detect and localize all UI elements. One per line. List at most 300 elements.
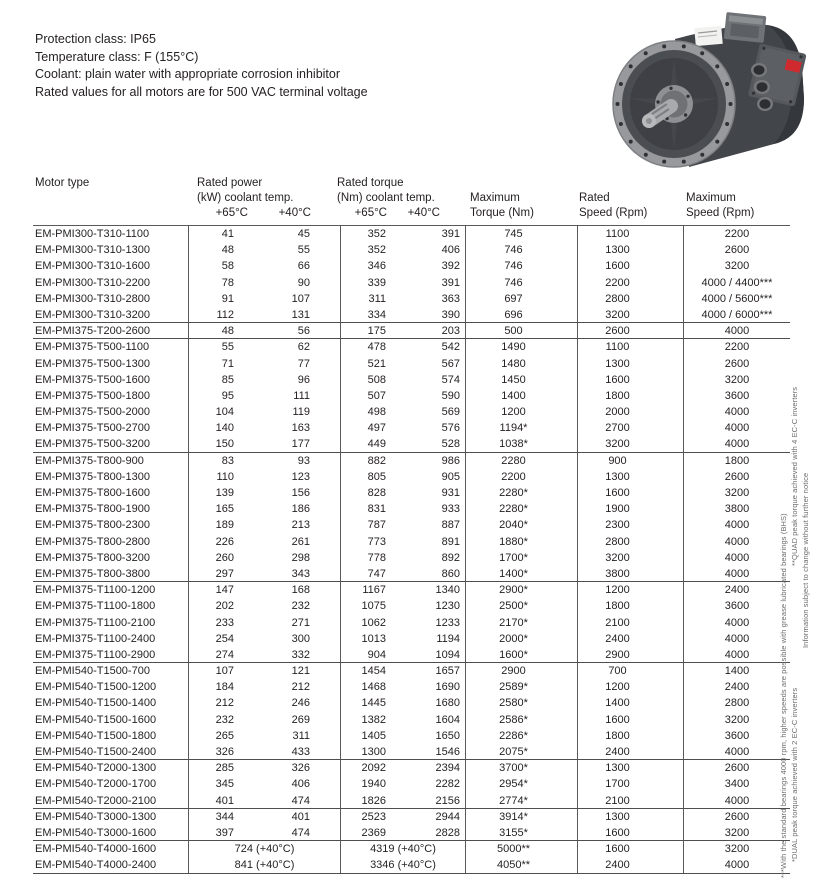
power-40c-cell: 119 bbox=[292, 406, 310, 419]
max-torque-cell: 1400 bbox=[465, 388, 577, 404]
torque-40c-cell: 2282 bbox=[435, 778, 460, 791]
motor-type-cell: EM-PMI375-T500-3200 bbox=[35, 438, 150, 451]
max-speed-cell: 3600 bbox=[683, 388, 790, 404]
max-speed-cell: 4000 / 6000*** bbox=[683, 307, 790, 322]
torque-65c-cell: 778 bbox=[340, 550, 400, 566]
rated-speed-cell: 900 bbox=[577, 453, 683, 469]
max-speed-cell: 4000 bbox=[683, 566, 790, 581]
table-row bbox=[33, 825, 790, 841]
motor-type-cell: EM-PMI540-T1500-1200 bbox=[35, 681, 157, 694]
max-speed-cell: 3200 bbox=[683, 712, 790, 728]
header-rated-speed-line2: Speed (Rpm) bbox=[579, 207, 648, 219]
torque-40c-cell: 542 bbox=[441, 341, 460, 354]
power-40c-cell: 311 bbox=[292, 729, 310, 742]
max-torque-cell: 2280 bbox=[465, 453, 577, 469]
max-speed-cell: 2600 bbox=[683, 760, 790, 776]
header-max-speed bbox=[686, 191, 754, 221]
rated-speed-cell: 2200 bbox=[577, 275, 683, 291]
rated-speed-cell: 1600 bbox=[577, 485, 683, 501]
torque-40c-cell: 2944 bbox=[435, 810, 460, 823]
rated-speed-cell: 2100 bbox=[577, 793, 683, 808]
motor-type-cell: EM-PMI375-T500-1800 bbox=[35, 389, 150, 402]
table-row bbox=[33, 760, 790, 776]
max-torque-cell: 2040* bbox=[465, 517, 577, 533]
max-torque-cell: 2900 bbox=[465, 663, 577, 679]
torque-40c-cell: 590 bbox=[441, 389, 460, 402]
rated-speed-cell: 1300 bbox=[577, 469, 683, 485]
max-speed-cell: 3200 bbox=[683, 841, 790, 857]
table-row bbox=[33, 242, 790, 258]
power-65c-cell: 91 bbox=[188, 291, 256, 307]
table-row bbox=[33, 436, 790, 452]
header-rated-speed-line1: Rated bbox=[579, 192, 610, 204]
rated-speed-cell: 2300 bbox=[577, 517, 683, 533]
power-40c-cell: 77 bbox=[297, 357, 310, 370]
torque-40c-cell: 391 bbox=[441, 228, 460, 240]
power-40c-cell: 298 bbox=[291, 551, 310, 564]
motor-type-cell: EM-PMI375-T800-1300 bbox=[35, 470, 150, 483]
torque-40c-cell: 569 bbox=[441, 406, 460, 419]
max-speed-cell: 2200 bbox=[683, 339, 790, 355]
header-power-temp65: +65°C bbox=[215, 207, 248, 219]
torque-65c-cell: 508 bbox=[340, 372, 400, 388]
rated-speed-cell: 1900 bbox=[577, 501, 683, 517]
power-65c-cell: 212 bbox=[188, 695, 256, 711]
table-row bbox=[33, 793, 790, 809]
rated-speed-cell: 2100 bbox=[577, 615, 683, 631]
max-torque-cell: 2580* bbox=[465, 695, 577, 711]
max-torque-cell: 1400* bbox=[465, 566, 577, 581]
motor-type-cell: EM-PMI375-T1100-2400 bbox=[35, 632, 156, 645]
motor-type-cell: EM-PMI375-T800-3200 bbox=[35, 551, 150, 564]
table-row bbox=[33, 776, 790, 792]
max-speed-cell: 4000 bbox=[683, 550, 790, 566]
table-row bbox=[33, 857, 790, 873]
motor-type-cell: EM-PMI375-T200-2600 bbox=[35, 325, 150, 338]
power-40c-cell: 343 bbox=[291, 567, 310, 580]
rated-speed-cell: 700 bbox=[577, 663, 683, 679]
max-torque-cell: 4050** bbox=[465, 857, 577, 872]
power-40c-cell: 163 bbox=[291, 422, 310, 435]
max-speed-cell: 4000 bbox=[683, 323, 790, 338]
torque-65c-cell: 828 bbox=[340, 485, 400, 501]
rated-speed-cell: 1600 bbox=[577, 825, 683, 840]
torque-65c-cell: 805 bbox=[340, 469, 400, 485]
table-row bbox=[33, 469, 790, 485]
power-65c-cell: 139 bbox=[188, 485, 256, 501]
max-torque-cell: 2000* bbox=[465, 631, 577, 647]
power-40c-cell: 55 bbox=[297, 244, 310, 257]
power-40c-cell: 168 bbox=[291, 584, 310, 597]
motor-type-cell: EM-PMI540-T3000-1300 bbox=[35, 810, 157, 823]
rated-speed-cell: 2900 bbox=[577, 647, 683, 662]
table-row bbox=[33, 323, 790, 339]
motor-type-cell: EM-PMI540-T4000-1600 bbox=[35, 843, 157, 856]
power-65c-cell: 189 bbox=[188, 517, 256, 533]
torque-40c-cell: 2394 bbox=[435, 762, 460, 775]
power-65c-cell: 58 bbox=[188, 258, 256, 274]
power-40c-cell: 271 bbox=[291, 616, 310, 629]
torque-40c-cell: 887 bbox=[441, 519, 460, 532]
torque-40c-cell: 1094 bbox=[435, 648, 460, 661]
torque-65c-cell: 1405 bbox=[340, 728, 400, 744]
max-speed-cell: 3200 bbox=[683, 258, 790, 274]
max-torque-cell: 1600* bbox=[465, 647, 577, 662]
max-torque-cell: 3914* bbox=[465, 809, 577, 825]
table-row bbox=[33, 631, 790, 647]
torque-65c-cell: 1454 bbox=[340, 663, 400, 679]
motor-type-cell: EM-PMI375-T1100-2900 bbox=[35, 648, 156, 661]
power-65c-cell: 265 bbox=[188, 728, 256, 744]
max-speed-cell: 4000 bbox=[683, 517, 790, 533]
max-torque-cell: 697 bbox=[465, 291, 577, 307]
torque-40c-cell: 392 bbox=[441, 260, 460, 273]
rated-speed-cell: 3800 bbox=[577, 566, 683, 581]
power-65c-cell: 232 bbox=[188, 712, 256, 728]
rated-speed-cell: 1800 bbox=[577, 598, 683, 614]
table-row bbox=[33, 501, 790, 517]
table-row bbox=[33, 258, 790, 274]
motor-type-cell: EM-PMI540-T1500-2400 bbox=[35, 746, 157, 758]
max-speed-cell: 3200 bbox=[683, 485, 790, 501]
torque-65c-cell: 1468 bbox=[340, 679, 400, 695]
motor-type-cell: EM-PMI300-T310-1300 bbox=[35, 244, 150, 257]
table-row bbox=[33, 647, 790, 663]
motor-product-photo bbox=[597, 6, 815, 174]
motor-type-cell: EM-PMI540-T4000-2400 bbox=[35, 859, 157, 872]
table-row bbox=[33, 744, 790, 760]
torque-65c-cell: 2523 bbox=[340, 809, 400, 825]
torque-65c-cell: 497 bbox=[340, 420, 400, 436]
rated-speed-cell: 1600 bbox=[577, 372, 683, 388]
power-65c-cell: 254 bbox=[188, 631, 256, 647]
table-row bbox=[33, 598, 790, 614]
max-speed-cell: 4000 bbox=[683, 793, 790, 808]
rated-speed-cell: 1100 bbox=[577, 226, 683, 242]
table-row bbox=[33, 534, 790, 550]
power-40c-cell: 232 bbox=[291, 600, 310, 613]
power-65c-cell: 326 bbox=[188, 744, 256, 759]
max-speed-cell: 3600 bbox=[683, 598, 790, 614]
header-max-torque-line2: Torque (Nm) bbox=[470, 207, 534, 219]
table-row bbox=[33, 615, 790, 631]
max-speed-cell: 4000 bbox=[683, 857, 790, 872]
table-row bbox=[33, 420, 790, 436]
power-40c-cell: 56 bbox=[297, 325, 310, 338]
max-torque-cell: 1480 bbox=[465, 356, 577, 372]
max-speed-cell: 3600 bbox=[683, 728, 790, 744]
power-65c-cell: 274 bbox=[188, 647, 256, 662]
max-torque-cell: 500 bbox=[465, 323, 577, 338]
power-40c-cell: 121 bbox=[291, 665, 310, 678]
rated-power-merged-cell: 724 (+40°C) bbox=[188, 841, 340, 857]
max-torque-cell: 2954* bbox=[465, 776, 577, 792]
torque-40c-cell: 1650 bbox=[435, 729, 460, 742]
torque-40c-cell: 203 bbox=[441, 325, 460, 338]
power-65c-cell: 147 bbox=[188, 582, 256, 598]
power-65c-cell: 104 bbox=[188, 404, 256, 420]
header-torque-coolant: (Nm) coolant temp. bbox=[337, 192, 435, 204]
max-speed-cell: 4000 / 4400*** bbox=[683, 275, 790, 291]
motor-illustration bbox=[597, 6, 815, 174]
header-torque-temp65: +65°C bbox=[354, 207, 387, 219]
table-row bbox=[33, 307, 790, 323]
max-torque-cell: 2170* bbox=[465, 615, 577, 631]
motor-type-cell: EM-PMI375-T800-1900 bbox=[35, 503, 150, 516]
max-torque-cell: 746 bbox=[465, 275, 577, 291]
torque-65c-cell: 1382 bbox=[340, 712, 400, 728]
power-40c-cell: 96 bbox=[297, 373, 310, 386]
table-row bbox=[33, 485, 790, 501]
power-40c-cell: 66 bbox=[297, 260, 310, 273]
power-40c-cell: 90 bbox=[297, 276, 310, 289]
motor-spec-table bbox=[33, 225, 790, 874]
max-torque-cell: 746 bbox=[465, 258, 577, 274]
motor-type-cell: EM-PMI375-T500-1100 bbox=[35, 341, 150, 354]
torque-40c-cell: 2156 bbox=[435, 794, 460, 807]
torque-40c-cell: 574 bbox=[441, 373, 460, 386]
torque-65c-cell: 1445 bbox=[340, 695, 400, 711]
power-40c-cell: 213 bbox=[291, 519, 310, 532]
torque-40c-cell: 567 bbox=[441, 357, 460, 370]
torque-65c-cell: 1167 bbox=[340, 582, 400, 598]
max-speed-cell: 2200 bbox=[683, 226, 790, 242]
max-speed-cell: 4000 bbox=[683, 404, 790, 420]
torque-65c-cell: 2369 bbox=[340, 825, 400, 840]
power-40c-cell: 177 bbox=[291, 438, 310, 451]
rated-speed-cell: 1300 bbox=[577, 760, 683, 776]
motor-type-cell: EM-PMI375-T1100-1200 bbox=[35, 584, 156, 597]
power-65c-cell: 83 bbox=[188, 453, 256, 469]
table-row bbox=[33, 453, 790, 469]
motor-type-cell: EM-PMI300-T310-1100 bbox=[35, 228, 150, 240]
motor-type-cell: EM-PMI540-T1500-700 bbox=[35, 665, 150, 678]
torque-40c-cell: 391 bbox=[441, 276, 460, 289]
protection-class-line: Protection class: IP65 bbox=[35, 32, 156, 46]
torque-40c-cell: 1546 bbox=[435, 746, 460, 758]
max-torque-cell: 2589* bbox=[465, 679, 577, 695]
power-65c-cell: 48 bbox=[188, 242, 256, 258]
footnote-dual-peak-torque: *DUAL peak torque achieved with 2 EC-C inverters bbox=[790, 687, 799, 862]
rated-torque-merged-cell: 3346 (+40°C) bbox=[340, 857, 465, 872]
torque-65c-cell: 904 bbox=[340, 647, 400, 662]
table-row bbox=[33, 226, 790, 242]
torque-65c-cell: 507 bbox=[340, 388, 400, 404]
torque-65c-cell: 334 bbox=[340, 307, 400, 322]
torque-65c-cell: 498 bbox=[340, 404, 400, 420]
power-65c-cell: 285 bbox=[188, 760, 256, 776]
power-40c-cell: 212 bbox=[291, 681, 310, 694]
motor-type-cell: EM-PMI375-T800-2800 bbox=[35, 535, 150, 548]
torque-40c-cell: 891 bbox=[441, 535, 460, 548]
power-65c-cell: 112 bbox=[188, 307, 256, 322]
max-torque-cell: 2075* bbox=[465, 744, 577, 759]
max-torque-cell: 2280* bbox=[465, 501, 577, 517]
power-40c-cell: 300 bbox=[291, 632, 310, 645]
rated-speed-cell: 2600 bbox=[577, 323, 683, 338]
power-40c-cell: 186 bbox=[291, 503, 310, 516]
torque-40c-cell: 1340 bbox=[435, 584, 460, 597]
torque-40c-cell: 931 bbox=[441, 487, 460, 499]
max-speed-cell: 2600 bbox=[683, 469, 790, 485]
table-row bbox=[33, 728, 790, 744]
motor-type-cell: EM-PMI375-T800-2300 bbox=[35, 519, 150, 532]
max-speed-cell: 4000 bbox=[683, 647, 790, 662]
rated-speed-cell: 3200 bbox=[577, 550, 683, 566]
power-65c-cell: 71 bbox=[188, 356, 256, 372]
torque-40c-cell: 905 bbox=[441, 470, 460, 483]
power-65c-cell: 345 bbox=[188, 776, 256, 792]
rated-speed-cell: 1200 bbox=[577, 679, 683, 695]
power-65c-cell: 202 bbox=[188, 598, 256, 614]
motor-type-cell: EM-PMI375-T800-1600 bbox=[35, 487, 150, 499]
torque-65c-cell: 521 bbox=[340, 356, 400, 372]
max-speed-cell: 4000 bbox=[683, 436, 790, 451]
power-40c-cell: 406 bbox=[291, 778, 310, 791]
torque-65c-cell: 352 bbox=[340, 226, 400, 242]
max-torque-cell: 2774* bbox=[465, 793, 577, 808]
table-row bbox=[33, 517, 790, 533]
max-torque-cell: 1490 bbox=[465, 339, 577, 355]
max-speed-cell: 2400 bbox=[683, 582, 790, 598]
header-max-speed-line1: Maximum bbox=[686, 192, 736, 204]
max-torque-cell: 745 bbox=[465, 226, 577, 242]
table-row bbox=[33, 372, 790, 388]
torque-40c-cell: 1194 bbox=[436, 632, 460, 645]
coolant-line: Coolant: plain water with appropriate corrosion inhibitor bbox=[35, 67, 341, 81]
header-max-speed-line2: Speed (Rpm) bbox=[686, 207, 755, 219]
max-speed-cell: 4000 bbox=[683, 631, 790, 647]
power-65c-cell: 140 bbox=[188, 420, 256, 436]
torque-40c-cell: 892 bbox=[441, 551, 460, 564]
power-65c-cell: 107 bbox=[188, 663, 256, 679]
rated-speed-cell: 2400 bbox=[577, 857, 683, 872]
power-65c-cell: 344 bbox=[188, 809, 256, 825]
rated-torque-merged-cell: 4319 (+40°C) bbox=[340, 841, 465, 857]
power-40c-cell: 474 bbox=[291, 826, 310, 839]
torque-65c-cell: 339 bbox=[340, 275, 400, 291]
rated-speed-cell: 1400 bbox=[577, 695, 683, 711]
max-torque-cell: 2900* bbox=[465, 582, 577, 598]
motor-type-cell: EM-PMI540-T2000-1300 bbox=[35, 762, 157, 775]
max-speed-cell: 3400 bbox=[683, 776, 790, 792]
motor-type-cell: EM-PMI375-T500-2700 bbox=[35, 422, 150, 435]
header-rated-speed bbox=[579, 191, 647, 221]
rated-speed-cell: 1300 bbox=[577, 356, 683, 372]
max-speed-cell: 3200 bbox=[683, 825, 790, 840]
torque-65c-cell: 882 bbox=[340, 453, 400, 469]
power-65c-cell: 48 bbox=[188, 323, 256, 338]
temperature-class-line: Temperature class: F (155°C) bbox=[35, 49, 199, 64]
power-65c-cell: 55 bbox=[188, 339, 256, 355]
torque-65c-cell: 1300 bbox=[340, 744, 400, 759]
max-torque-cell: 1038* bbox=[465, 436, 577, 451]
power-40c-cell: 62 bbox=[297, 341, 310, 354]
table-row bbox=[33, 712, 790, 728]
table-row bbox=[33, 404, 790, 420]
power-65c-cell: 110 bbox=[188, 469, 256, 485]
motor-type-cell: EM-PMI300-T310-2200 bbox=[35, 276, 150, 289]
rated-speed-cell: 2800 bbox=[577, 291, 683, 307]
rated-speed-cell: 1800 bbox=[577, 388, 683, 404]
rated-speed-cell: 1800 bbox=[577, 728, 683, 744]
torque-65c-cell: 1013 bbox=[340, 631, 400, 647]
power-40c-cell: 111 bbox=[293, 389, 310, 402]
table-row bbox=[33, 550, 790, 566]
torque-40c-cell: 933 bbox=[441, 503, 460, 516]
motor-type-cell: EM-PMI540-T3000-1600 bbox=[35, 826, 157, 839]
header-rated-torque: Rated torque bbox=[337, 177, 404, 189]
torque-65c-cell: 831 bbox=[340, 501, 400, 517]
max-speed-cell: 2600 bbox=[683, 809, 790, 825]
power-40c-cell: 246 bbox=[291, 697, 310, 710]
rated-speed-cell: 1600 bbox=[577, 841, 683, 857]
power-65c-cell: 401 bbox=[188, 793, 256, 808]
max-torque-cell: 746 bbox=[465, 242, 577, 258]
rated-speed-cell: 1600 bbox=[577, 258, 683, 274]
torque-40c-cell: 1233 bbox=[435, 616, 460, 629]
power-65c-cell: 260 bbox=[188, 550, 256, 566]
max-torque-cell: 2286* bbox=[465, 728, 577, 744]
torque-65c-cell: 311 bbox=[340, 291, 400, 307]
motor-type-cell: EM-PMI375-T800-3800 bbox=[35, 567, 150, 580]
power-65c-cell: 233 bbox=[188, 615, 256, 631]
max-torque-cell: 1450 bbox=[465, 372, 577, 388]
rated-speed-cell: 2400 bbox=[577, 631, 683, 647]
max-speed-cell: 1800 bbox=[683, 453, 790, 469]
footnote-information-subject: Information subject to change without further notice bbox=[801, 472, 810, 648]
motor-type-cell: EM-PMI375-T1100-1800 bbox=[35, 600, 156, 613]
max-speed-cell: 4000 bbox=[683, 534, 790, 550]
rated-speed-cell: 1700 bbox=[577, 776, 683, 792]
max-torque-cell: 1200 bbox=[465, 404, 577, 420]
power-40c-cell: 261 bbox=[291, 535, 310, 548]
torque-40c-cell: 1230 bbox=[435, 600, 460, 613]
torque-40c-cell: 2828 bbox=[435, 826, 460, 839]
max-speed-cell: 4000 bbox=[683, 615, 790, 631]
motor-type-cell: EM-PMI300-T310-2800 bbox=[35, 292, 150, 305]
torque-40c-cell: 860 bbox=[441, 567, 460, 580]
max-torque-cell: 696 bbox=[465, 307, 577, 322]
torque-65c-cell: 773 bbox=[340, 534, 400, 550]
max-torque-cell: 2586* bbox=[465, 712, 577, 728]
power-40c-cell: 332 bbox=[291, 648, 310, 661]
power-40c-cell: 107 bbox=[291, 292, 310, 305]
rated-speed-cell: 1300 bbox=[577, 242, 683, 258]
torque-40c-cell: 576 bbox=[441, 422, 460, 435]
rated-speed-cell: 1600 bbox=[577, 712, 683, 728]
power-65c-cell: 184 bbox=[188, 679, 256, 695]
power-40c-cell: 123 bbox=[291, 470, 310, 483]
max-speed-cell: 4000 bbox=[683, 744, 790, 759]
torque-40c-cell: 1690 bbox=[435, 681, 460, 694]
max-torque-cell: 3155* bbox=[465, 825, 577, 840]
max-speed-cell: 4000 / 5600*** bbox=[683, 291, 790, 307]
header-power-temp40: +40°C bbox=[278, 207, 311, 219]
max-torque-cell: 1194* bbox=[465, 420, 577, 436]
torque-40c-cell: 1680 bbox=[435, 697, 460, 710]
rated-power-merged-cell: 841 (+40°C) bbox=[188, 857, 340, 872]
header-rated-power: Rated power bbox=[197, 177, 263, 189]
power-65c-cell: 95 bbox=[188, 388, 256, 404]
motor-type-cell: EM-PMI540-T2000-1700 bbox=[35, 778, 157, 791]
rated-speed-cell: 1100 bbox=[577, 339, 683, 355]
power-40c-cell: 93 bbox=[297, 454, 310, 467]
power-40c-cell: 131 bbox=[291, 308, 310, 321]
power-40c-cell: 433 bbox=[291, 746, 310, 758]
torque-65c-cell: 747 bbox=[340, 566, 400, 581]
table-row bbox=[33, 275, 790, 291]
